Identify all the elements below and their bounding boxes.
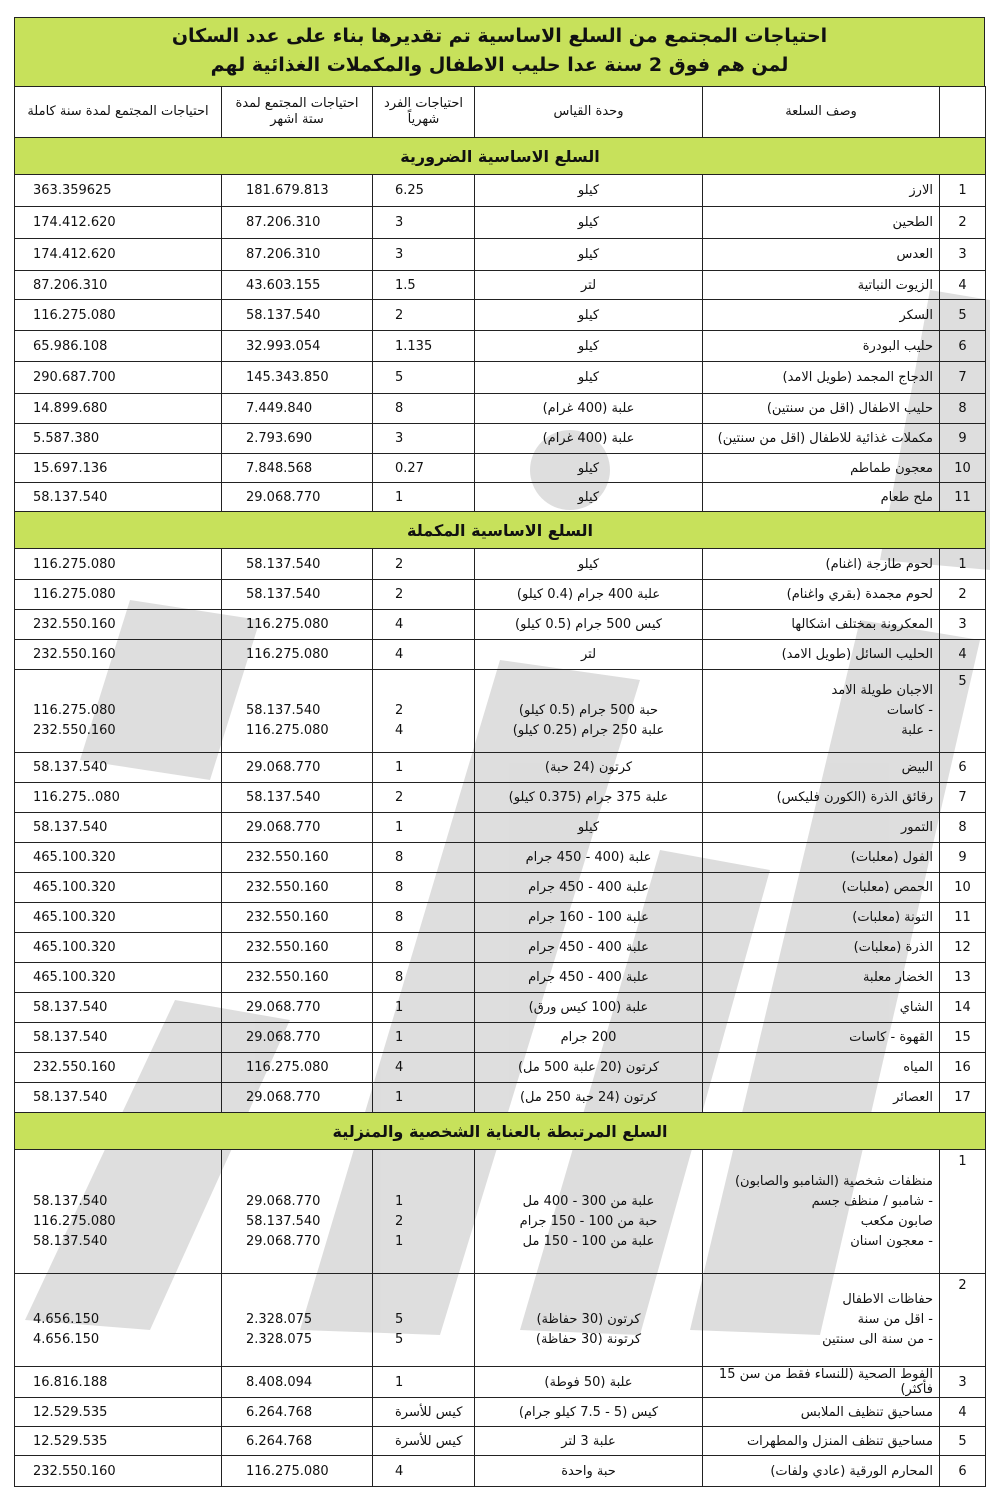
per-person-monthly: 2 <box>373 783 475 813</box>
row-index: 15 <box>940 1023 986 1053</box>
table-row <box>15 424 986 454</box>
cell-line: 4.656.150 <box>33 1332 100 1347</box>
annual-need <box>15 1274 222 1367</box>
cell-line: 5 <box>395 1312 404 1327</box>
item-description: الخضار معلبة <box>703 963 940 993</box>
table-row <box>15 454 986 483</box>
header-per-person: احتياجات الفرد شهرياً <box>373 87 475 138</box>
annual-need: 116.275.080 <box>15 580 222 610</box>
per-person-monthly: 1.5 <box>373 271 475 300</box>
row-index: 8 <box>940 394 986 424</box>
unit-of-measure: كيلو <box>475 239 703 271</box>
table-row <box>15 843 986 873</box>
row-index: 10 <box>940 454 986 483</box>
six-month-need: 6.264.768 <box>222 1427 373 1456</box>
six-month-need: 6.264.768 <box>222 1398 373 1427</box>
unit-of-measure: علبة 3 لتر <box>475 1427 703 1456</box>
unit-of-measure <box>475 1274 703 1367</box>
unit-of-measure: كيلو <box>475 300 703 331</box>
unit-of-measure: 200 جرام <box>475 1023 703 1053</box>
annual-need: 12.529.535 <box>15 1398 222 1427</box>
per-person-monthly: كيس للأسرة <box>373 1427 475 1456</box>
table-row <box>15 753 986 783</box>
cell-line: 58.137.540 <box>33 1193 108 1209</box>
per-person-monthly: 1.135 <box>373 331 475 362</box>
unit-of-measure: كرتون (20 علبة 500 مل) <box>475 1053 703 1083</box>
per-person-monthly: 3 <box>373 207 475 239</box>
item-description: الارز <box>703 175 940 207</box>
row-index: 4 <box>940 1398 986 1427</box>
per-person-monthly <box>373 670 475 753</box>
unit-of-measure: علبة 400 - 450 جرام <box>475 963 703 993</box>
item-description: الفول (معلبات) <box>703 843 940 873</box>
annual-need: 16.816.188 <box>15 1367 222 1398</box>
per-person-monthly: 3 <box>373 424 475 454</box>
unit-of-measure: كيلو <box>475 549 703 580</box>
six-month-need: 43.603.155 <box>222 271 373 300</box>
cell-line: منظفات شخصية (الشامبو والصابون) <box>734 1173 933 1189</box>
cell-line: 58.137.540 <box>33 1233 108 1249</box>
unit-of-measure: كرتون (24 حبة 250 مل) <box>475 1083 703 1113</box>
table-row <box>15 1023 986 1053</box>
per-person-monthly: كيس للأسرة <box>373 1398 475 1427</box>
annual-need: 174.412.620 <box>15 207 222 239</box>
item-description: مساحيق تنظف المنزل والمطهرات <box>703 1427 940 1456</box>
annual-need: 232.550.160 <box>15 1456 222 1487</box>
cell-line <box>246 681 366 701</box>
per-person-monthly: 1 <box>373 753 475 783</box>
unit-of-measure: كيس (5 - 7.5 كيلو جرام) <box>475 1398 703 1427</box>
item-description: لحوم طازجة (اغنام) <box>703 549 940 580</box>
table-row <box>15 239 986 271</box>
cell-line: كرتون (30 حفاظة) <box>536 1312 641 1327</box>
six-month-need: 116.275.080 <box>222 610 373 640</box>
six-month-need: 232.550.160 <box>222 903 373 933</box>
section-header-row <box>15 1113 986 1150</box>
table-row <box>15 1150 986 1274</box>
title-line-1: احتياجات المجتمع من السلع الاساسية تم تقديرها بناء على عدد السكان <box>171 25 828 47</box>
table-row <box>15 271 986 300</box>
six-month-need <box>222 1274 373 1367</box>
cell-line: 2.328.075 <box>246 1332 313 1347</box>
row-index: 5 <box>940 1427 986 1456</box>
per-person-monthly: 2 <box>373 300 475 331</box>
table-row <box>15 1367 986 1398</box>
cell-line: 29.068.770 <box>246 1233 321 1249</box>
annual-need <box>15 670 222 753</box>
cell-line: - شامبو / منظف جسم <box>811 1193 933 1209</box>
six-month-need: 181.679.813 <box>222 175 373 207</box>
header-six-months: احتياجات المجتمع لمدة ستة اشهر <box>222 87 373 138</box>
section-title: السلع الاساسية الضرورية <box>15 138 986 175</box>
item-description: الفوط الصحية (للنساء فقط من سن 15 فأكثر) <box>703 1367 940 1398</box>
annual-need: 58.137.540 <box>15 1023 222 1053</box>
annual-need: 232.550.160 <box>15 640 222 670</box>
unit-of-measure: علبة (50 فوطة) <box>475 1367 703 1398</box>
per-person-monthly: 1 <box>373 993 475 1023</box>
row-index: 6 <box>940 753 986 783</box>
per-person-monthly: 2 <box>373 549 475 580</box>
annual-need: 65.986.108 <box>15 331 222 362</box>
annual-need: 465.100.320 <box>15 873 222 903</box>
unit-of-measure: كيلو <box>475 362 703 394</box>
six-month-need: 58.137.540 <box>222 783 373 813</box>
row-index: 6 <box>940 1456 986 1487</box>
unit-of-measure: لتر <box>475 640 703 670</box>
row-index: 2 <box>940 207 986 239</box>
unit-of-measure: علبة 375 جرام (0.375 كيلو) <box>475 783 703 813</box>
section-header-row <box>15 138 986 175</box>
table-row <box>15 362 986 394</box>
row-index: 1 <box>940 175 986 207</box>
table-row <box>15 1456 986 1487</box>
six-month-need: 232.550.160 <box>222 963 373 993</box>
annual-need: 465.100.320 <box>15 903 222 933</box>
annual-need: 12.529.535 <box>15 1427 222 1456</box>
six-month-need: 232.550.160 <box>222 843 373 873</box>
cell-line: 29.068.770 <box>246 1193 321 1209</box>
unit-of-measure: كرتون (24 حبة) <box>475 753 703 783</box>
cell-line: 1 <box>395 1193 404 1209</box>
unit-of-measure: علبة 400 - 450 جرام <box>475 873 703 903</box>
annual-need: 465.100.320 <box>15 963 222 993</box>
six-month-need: 87.206.310 <box>222 239 373 271</box>
row-index: 11 <box>940 483 986 512</box>
item-description: المحارم الورقية (عادي ولفات) <box>703 1456 940 1487</box>
six-month-need <box>222 1150 373 1274</box>
section-title: السلع المرتبطة بالعناية الشخصية والمنزلية <box>15 1113 986 1150</box>
header-desc: وصف السلعة <box>703 87 940 138</box>
item-description: الحمص (معلبات) <box>703 873 940 903</box>
annual-need: 363.359625 <box>15 175 222 207</box>
per-person-monthly: 6.25 <box>373 175 475 207</box>
table-row <box>15 670 986 753</box>
cell-line: علبة 250 جرام (0.25 كيلو) <box>512 723 665 738</box>
cell-line: 58.137.540 <box>246 703 321 718</box>
annual-need: 290.687.700 <box>15 362 222 394</box>
annual-need: 465.100.320 <box>15 933 222 963</box>
table-row <box>15 207 986 239</box>
per-person-monthly: 8 <box>373 873 475 903</box>
cell-line: 116.275.080 <box>33 1213 116 1229</box>
cell-line: 58.137.540 <box>246 1213 321 1229</box>
per-person-monthly: 2 <box>373 580 475 610</box>
unit-of-measure: كيلو <box>475 454 703 483</box>
item-description: الحليب السائل (طويل الامد) <box>703 640 940 670</box>
item-description: مكملات غذائية للاطفال (اقل من سنتين) <box>703 424 940 454</box>
cell-line: علبة من 100 - 150 مل <box>522 1233 655 1249</box>
per-person-monthly: 8 <box>373 933 475 963</box>
cell-line: صابون مكعب <box>860 1213 933 1229</box>
per-person-monthly: 4 <box>373 640 475 670</box>
section-title: السلع الاساسية المكملة <box>15 512 986 549</box>
header-unit: وحدة القياس <box>475 87 703 138</box>
title-line-2: لمن هم فوق 2 سنة عدا حليب الاطفال والمكملات الغذائية لهم <box>210 54 789 76</box>
six-month-need: 116.275.080 <box>222 1053 373 1083</box>
row-index: 9 <box>940 843 986 873</box>
cell-line: حبة من 100 - 150 جرام <box>519 1213 658 1229</box>
per-person-monthly: 8 <box>373 903 475 933</box>
annual-need <box>15 1150 222 1274</box>
item-description: العدس <box>703 239 940 271</box>
six-month-need: 232.550.160 <box>222 873 373 903</box>
table-row <box>15 300 986 331</box>
item-description: حليب البودرة <box>703 331 940 362</box>
table-row <box>15 1083 986 1113</box>
unit-of-measure <box>475 670 703 753</box>
six-month-need: 29.068.770 <box>222 753 373 783</box>
six-month-need: 145.343.850 <box>222 362 373 394</box>
six-month-need: 58.137.540 <box>222 300 373 331</box>
per-person-monthly: 4 <box>373 610 475 640</box>
unit-of-measure: كيلو <box>475 483 703 512</box>
unit-of-measure: كيلو <box>475 813 703 843</box>
table-row <box>15 483 986 512</box>
per-person-monthly: 0.27 <box>373 454 475 483</box>
cell-line: علبة من 300 - 400 مل <box>522 1193 655 1209</box>
six-month-need: 29.068.770 <box>222 483 373 512</box>
six-month-need: 29.068.770 <box>222 993 373 1023</box>
table-row <box>15 813 986 843</box>
annual-need: 080..116.275 <box>15 783 222 813</box>
unit-of-measure: كيلو <box>475 331 703 362</box>
row-index: 5 <box>940 300 986 331</box>
table-row <box>15 993 986 1023</box>
section-header-row <box>15 512 986 549</box>
table-row <box>15 1427 986 1456</box>
unit-of-measure: علبة (400 غرام) <box>475 424 703 454</box>
row-index: 1 <box>940 1150 986 1274</box>
row-index: 2 <box>940 1274 986 1367</box>
row-index: 13 <box>940 963 986 993</box>
per-person-monthly: 4 <box>373 1456 475 1487</box>
unit-of-measure: علبة 400 جرام (0.4 كيلو) <box>475 580 703 610</box>
item-description: السكر <box>703 300 940 331</box>
six-month-need: 116.275.080 <box>222 640 373 670</box>
six-month-need: 2.793.690 <box>222 424 373 454</box>
item-description: ملح طعام <box>703 483 940 512</box>
six-month-need: 29.068.770 <box>222 1023 373 1053</box>
table-body <box>15 138 986 1487</box>
unit-of-measure <box>475 1150 703 1274</box>
six-month-need: 7.848.568 <box>222 454 373 483</box>
annual-need: 58.137.540 <box>15 813 222 843</box>
row-index: 7 <box>940 783 986 813</box>
per-person-monthly: 8 <box>373 843 475 873</box>
per-person-monthly: 8 <box>373 963 475 993</box>
cell-line: 4 <box>395 723 404 738</box>
per-person-monthly: 5 <box>373 362 475 394</box>
item-description: المياه <box>703 1053 940 1083</box>
unit-of-measure: لتر <box>475 271 703 300</box>
unit-of-measure: كيلو <box>475 207 703 239</box>
six-month-need: 29.068.770 <box>222 813 373 843</box>
per-person-monthly: 3 <box>373 239 475 271</box>
cell-line <box>33 681 215 701</box>
cell-line: حفاظات الاطفال <box>842 1292 933 1307</box>
unit-of-measure: علبة 100 - 160 جرام <box>475 903 703 933</box>
needs-table-container <box>14 17 985 1487</box>
table-row <box>15 549 986 580</box>
item-description: الذرة (معلبات) <box>703 933 940 963</box>
cell-line: 2 <box>395 703 404 718</box>
row-index: 5 <box>940 670 986 753</box>
unit-of-measure: كيس 500 جرام (0.5 كيلو) <box>475 610 703 640</box>
per-person-monthly <box>373 1274 475 1367</box>
cell-line: كرتونة (30 حفاظة) <box>535 1332 642 1347</box>
annual-need: 174.412.620 <box>15 239 222 271</box>
header-row <box>15 87 986 138</box>
unit-of-measure: علبة (400 - 450 جرام <box>475 843 703 873</box>
item-description <box>703 1150 940 1274</box>
six-month-need: 58.137.540 <box>222 580 373 610</box>
annual-need: 116.275.080 <box>15 549 222 580</box>
cell-line: 4.656.150 <box>33 1312 100 1327</box>
page-title <box>14 17 985 86</box>
per-person-monthly: 1 <box>373 483 475 512</box>
item-description: الطحين <box>703 207 940 239</box>
cell-line: - علبة <box>901 723 933 738</box>
cell-line: - اقل من سنة <box>857 1312 933 1327</box>
annual-need: 14.899.680 <box>15 394 222 424</box>
cell-line: 5 <box>395 1332 404 1347</box>
per-person-monthly: 4 <box>373 1053 475 1083</box>
header-year: احتياجات المجتمع لمدة سنة كاملة <box>15 87 222 138</box>
cell-line: - من سنة الى سنتين <box>822 1332 933 1347</box>
item-description: الشاي <box>703 993 940 1023</box>
annual-need: 232.550.160 <box>15 1053 222 1083</box>
item-description: التونة (معلبات) <box>703 903 940 933</box>
cell-line: 116.275.080 <box>33 703 116 718</box>
item-description: الدجاج المجمد (طويل الامد) <box>703 362 940 394</box>
item-description: التمور <box>703 813 940 843</box>
item-description: المعكرونة بمختلف اشكالها <box>703 610 940 640</box>
annual-need: 465.100.320 <box>15 843 222 873</box>
annual-need: 87.206.310 <box>15 271 222 300</box>
row-index: 4 <box>940 271 986 300</box>
per-person-monthly: 8 <box>373 394 475 424</box>
six-month-need: 8.408.094 <box>222 1367 373 1398</box>
six-month-need: 7.449.840 <box>222 394 373 424</box>
row-index: 8 <box>940 813 986 843</box>
row-index: 16 <box>940 1053 986 1083</box>
cell-line: 1 <box>395 1233 404 1249</box>
cell-line: 232.550.160 <box>33 723 116 738</box>
cell-line <box>395 681 468 701</box>
annual-need: 5.587.380 <box>15 424 222 454</box>
row-index: 3 <box>940 1367 986 1398</box>
item-description: مساحيق تنظيف الملابس <box>703 1398 940 1427</box>
row-index: 9 <box>940 424 986 454</box>
table-row <box>15 1053 986 1083</box>
six-month-need <box>222 670 373 753</box>
header-index <box>940 87 986 138</box>
row-index: 6 <box>940 331 986 362</box>
row-index: 14 <box>940 993 986 1023</box>
table-row <box>15 933 986 963</box>
row-index: 12 <box>940 933 986 963</box>
row-index: 1 <box>940 549 986 580</box>
row-index: 10 <box>940 873 986 903</box>
six-month-need: 32.993.054 <box>222 331 373 362</box>
annual-need: 116.275.080 <box>15 300 222 331</box>
annual-need: 58.137.540 <box>15 753 222 783</box>
row-index: 7 <box>940 362 986 394</box>
table-row <box>15 331 986 362</box>
row-index: 4 <box>940 640 986 670</box>
unit-of-measure: كيلو <box>475 175 703 207</box>
needs-table <box>14 86 986 1487</box>
annual-need: 15.697.136 <box>15 454 222 483</box>
unit-of-measure: حبة واحدة <box>475 1456 703 1487</box>
six-month-need: 58.137.540 <box>222 549 373 580</box>
table-row <box>15 903 986 933</box>
cell-line: 116.275.080 <box>246 723 329 738</box>
per-person-monthly: 1 <box>373 1023 475 1053</box>
per-person-monthly <box>373 1150 475 1274</box>
table-row <box>15 394 986 424</box>
item-description: رقائق الذرة (الكورن فليكس) <box>703 783 940 813</box>
item-description: البيض <box>703 753 940 783</box>
item-description <box>703 670 940 753</box>
cell-line: - معجون اسنان <box>850 1233 933 1249</box>
row-index: 3 <box>940 610 986 640</box>
cell-line: الاجبان طويلة الامد <box>831 683 933 698</box>
unit-of-measure: علبة (400 غرام) <box>475 394 703 424</box>
cell-line <box>481 681 696 701</box>
annual-need: 58.137.540 <box>15 1083 222 1113</box>
item-description: معجون طماطم <box>703 454 940 483</box>
row-index: 2 <box>940 580 986 610</box>
annual-need: 58.137.540 <box>15 993 222 1023</box>
cell-line: - كاسات <box>886 703 933 718</box>
annual-need: 58.137.540 <box>15 483 222 512</box>
item-description: القهوة - كاسات <box>703 1023 940 1053</box>
cell-line: 2.328.075 <box>246 1312 313 1327</box>
per-person-monthly: 1 <box>373 1083 475 1113</box>
unit-of-measure: علبة 400 - 450 جرام <box>475 933 703 963</box>
row-index: 3 <box>940 239 986 271</box>
six-month-need: 29.068.770 <box>222 1083 373 1113</box>
per-person-monthly: 1 <box>373 813 475 843</box>
cell-line: 2 <box>395 1213 404 1229</box>
table-row <box>15 1398 986 1427</box>
table-row <box>15 175 986 207</box>
cell-line: حبة 500 جرام (0.5 كيلو) <box>518 703 659 718</box>
item-description <box>703 1274 940 1367</box>
item-description: لحوم مجمدة (بقري واغنام) <box>703 580 940 610</box>
row-index: 11 <box>940 903 986 933</box>
table-row <box>15 963 986 993</box>
six-month-need: 116.275.080 <box>222 1456 373 1487</box>
item-description: العصائر <box>703 1083 940 1113</box>
item-description: الزيوت النباتية <box>703 271 940 300</box>
table-row <box>15 783 986 813</box>
unit-of-measure: علبة (100 كيس ورق) <box>475 993 703 1023</box>
six-month-need: 87.206.310 <box>222 207 373 239</box>
row-index: 17 <box>940 1083 986 1113</box>
table-row <box>15 610 986 640</box>
table-row <box>15 640 986 670</box>
item-description: حليب الاطفال (اقل من سنتين) <box>703 394 940 424</box>
annual-need: 232.550.160 <box>15 610 222 640</box>
per-person-monthly: 1 <box>373 1367 475 1398</box>
six-month-need: 232.550.160 <box>222 933 373 963</box>
table-row <box>15 1274 986 1367</box>
table-row <box>15 580 986 610</box>
table-row <box>15 873 986 903</box>
